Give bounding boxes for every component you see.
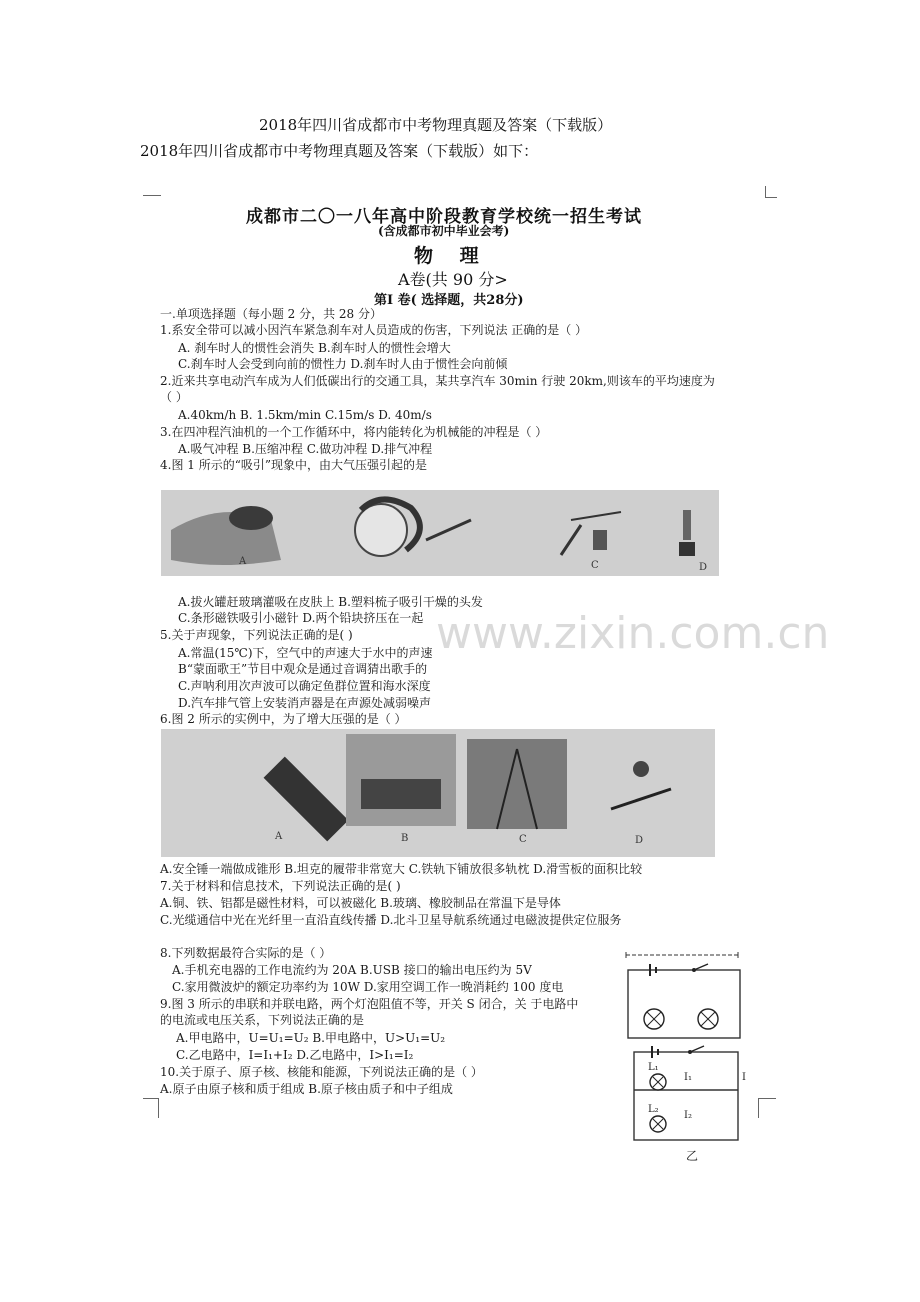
- watermark: www.zixin.com.cn: [436, 608, 830, 659]
- q5-option-a: A.常温(15℃)下，空气中的声速大于水中的声速: [178, 646, 433, 660]
- crop-mark-tr-h: [765, 197, 777, 198]
- q2-stem-cont: （ ）: [160, 390, 188, 404]
- crop-mark-br-v: [758, 1098, 759, 1118]
- crop-mark-br-h: [758, 1098, 776, 1099]
- figure-2-label-c: C: [519, 834, 527, 845]
- q9-options-ab: A.甲电路中，U=U₁=U₂ B.甲电路中，U>U₁=U₂: [176, 1031, 446, 1045]
- q9-options-cd: C.乙电路中，I=I₁+I₂ D.乙电路中，I>I₁=I₂: [176, 1048, 414, 1062]
- q5-stem: 5.关于声现象，下列说法正确的是( ): [160, 628, 353, 642]
- exam-paper: A卷(共 90 分>: [398, 270, 508, 289]
- q8-options-ab: A.手机充电器的工作电流约为 20A B.USB 接口的输出电压约为 5V: [172, 963, 532, 977]
- figure-1-image: [161, 490, 719, 576]
- q4-stem: 4.图 1 所示的“吸引”现象中，由大气压强引起的是: [160, 458, 427, 472]
- label-l1: L₁: [648, 1062, 659, 1073]
- q1-options-cd: C.刹车时人会受到向前的惯性力 D.刹车时人由于惯性会向前倾: [178, 357, 508, 371]
- circuit-caption: 乙: [686, 1149, 699, 1163]
- q4-options-ab: A.拔火罐赶玻璃灌吸在皮肤上 B.塑料梳子吸引干燥的头发: [178, 595, 483, 609]
- q7-options-cd: C.光缆通信中光在光纤里一直沿直线传播 D.北斗卫星导航系统通过电磁波提供定位服务: [160, 913, 622, 927]
- figure-1-label-c: C: [591, 560, 599, 571]
- exam-subtitle: (含成都市初中毕业会考): [378, 224, 510, 238]
- label-i2: I₂: [684, 1110, 692, 1121]
- q5-option-b: B“蒙面歌王”节目中观众是通过音调猜出歌手的: [178, 662, 428, 676]
- q10-options-ab: A.原子由原子核和质于组成 B.原子核由质子和中子组成: [160, 1082, 453, 1096]
- figure-2-label-d: D: [635, 835, 644, 846]
- q3-stem: 3.在四冲程汽油机的一个工作循环中，将内能转化为机械能的冲程是（ ）: [160, 425, 548, 439]
- q1-stem: 1.系安全带可以减小因汽车紧急刹车对人员造成的伤害，下列说法 正确的是（ ）: [160, 323, 588, 337]
- figure-3-circuits: [622, 940, 752, 1165]
- section-heading: 一.单项选择题（每小题 2 分，共 28 分）: [160, 307, 382, 321]
- q5-option-c: C.声呐利用次声波可以确定鱼群位置和海水深度: [178, 679, 431, 693]
- q9-stem: 9.图 3 所示的串联和并联电路，两个灯泡阻值不等，开关 S 闭合，关 于电路中: [160, 997, 579, 1011]
- exam-part: 第Ⅰ 卷( 选择题，共28分): [374, 293, 524, 308]
- q10-stem: 10.关于原子、原子核、核能和能源，下列说法正确的是（ ）: [160, 1065, 483, 1079]
- q9-stem-cont: 的电流或电压关系，下列说法正确的是: [160, 1013, 365, 1027]
- figure-1-label-d: D: [699, 562, 708, 573]
- exam-subject: 物 理: [414, 245, 489, 267]
- label-i1: I₁: [684, 1072, 692, 1083]
- q6-options: A.安全锤一端做成锥形 B.坦克的履带非常宽大 C.铁轨下铺放很多轨枕 D.滑雪板的面积比较: [160, 862, 643, 876]
- q4-options-cd: C.条形磁铁吸引小磁针 D.两个铅块挤压在一起: [178, 611, 424, 625]
- figure-1-label-a: A: [239, 556, 247, 567]
- figure-2-label-b: B: [401, 833, 409, 844]
- q7-options-ab: A.铜、铁、铝都是磁性材料，可以被磁化 B.玻璃、橡胶制品在常温下是导体: [160, 896, 561, 910]
- q2-options: A.40km/h B. 1.5km/min C.15m/s D. 40m/s: [178, 408, 432, 422]
- q2-stem: 2.近来共享电动汽车成为人们低碳出行的交通工具，某共享汽车 30min 行驶 20km,则该车的平均速度为: [160, 374, 715, 388]
- label-l2: L₂: [648, 1104, 659, 1115]
- q3-options: A.吸气冲程 B.压缩冲程 C.做功冲程 D.排气冲程: [178, 442, 433, 456]
- page-title: 2018年四川省成都市中考物理真题及答案（下载版）: [259, 116, 613, 134]
- q7-stem: 7.关于材料和信息技术，下列说法正确的是( ): [160, 879, 401, 893]
- crop-mark-bl-v: [158, 1098, 159, 1118]
- figure-2-label-a: A: [275, 831, 283, 842]
- q1-options-ab: A. 刹车时人的惯性会消失 B.刹车时人的惯性会增大: [178, 341, 451, 355]
- figure-2-image: [161, 729, 715, 857]
- q6-stem: 6.图 2 所示的实例中，为了增大压强的是（ ）: [160, 712, 407, 726]
- crop-mark-tl: [143, 195, 161, 196]
- q5-option-d: D.汽车排气管上安装消声器是在声源处减弱噪声: [178, 696, 432, 710]
- q8-options-cd: C.家用微波炉的额定功率约为 10W D.家用空调工作一晚消耗约 100 度电: [172, 980, 564, 994]
- label-i-total: I: [742, 1072, 746, 1083]
- crop-mark-bl-h: [143, 1098, 159, 1099]
- intro-line: 2018年四川省成都市中考物理真题及答案（下载版）如下：: [140, 142, 539, 160]
- q8-stem: 8.下列数据最符合实际的是（ ）: [160, 946, 332, 960]
- figure-2-drawing: [161, 729, 715, 857]
- exam-title: 成都市二〇一八年高中阶段教育学校统一招生考试: [246, 207, 642, 227]
